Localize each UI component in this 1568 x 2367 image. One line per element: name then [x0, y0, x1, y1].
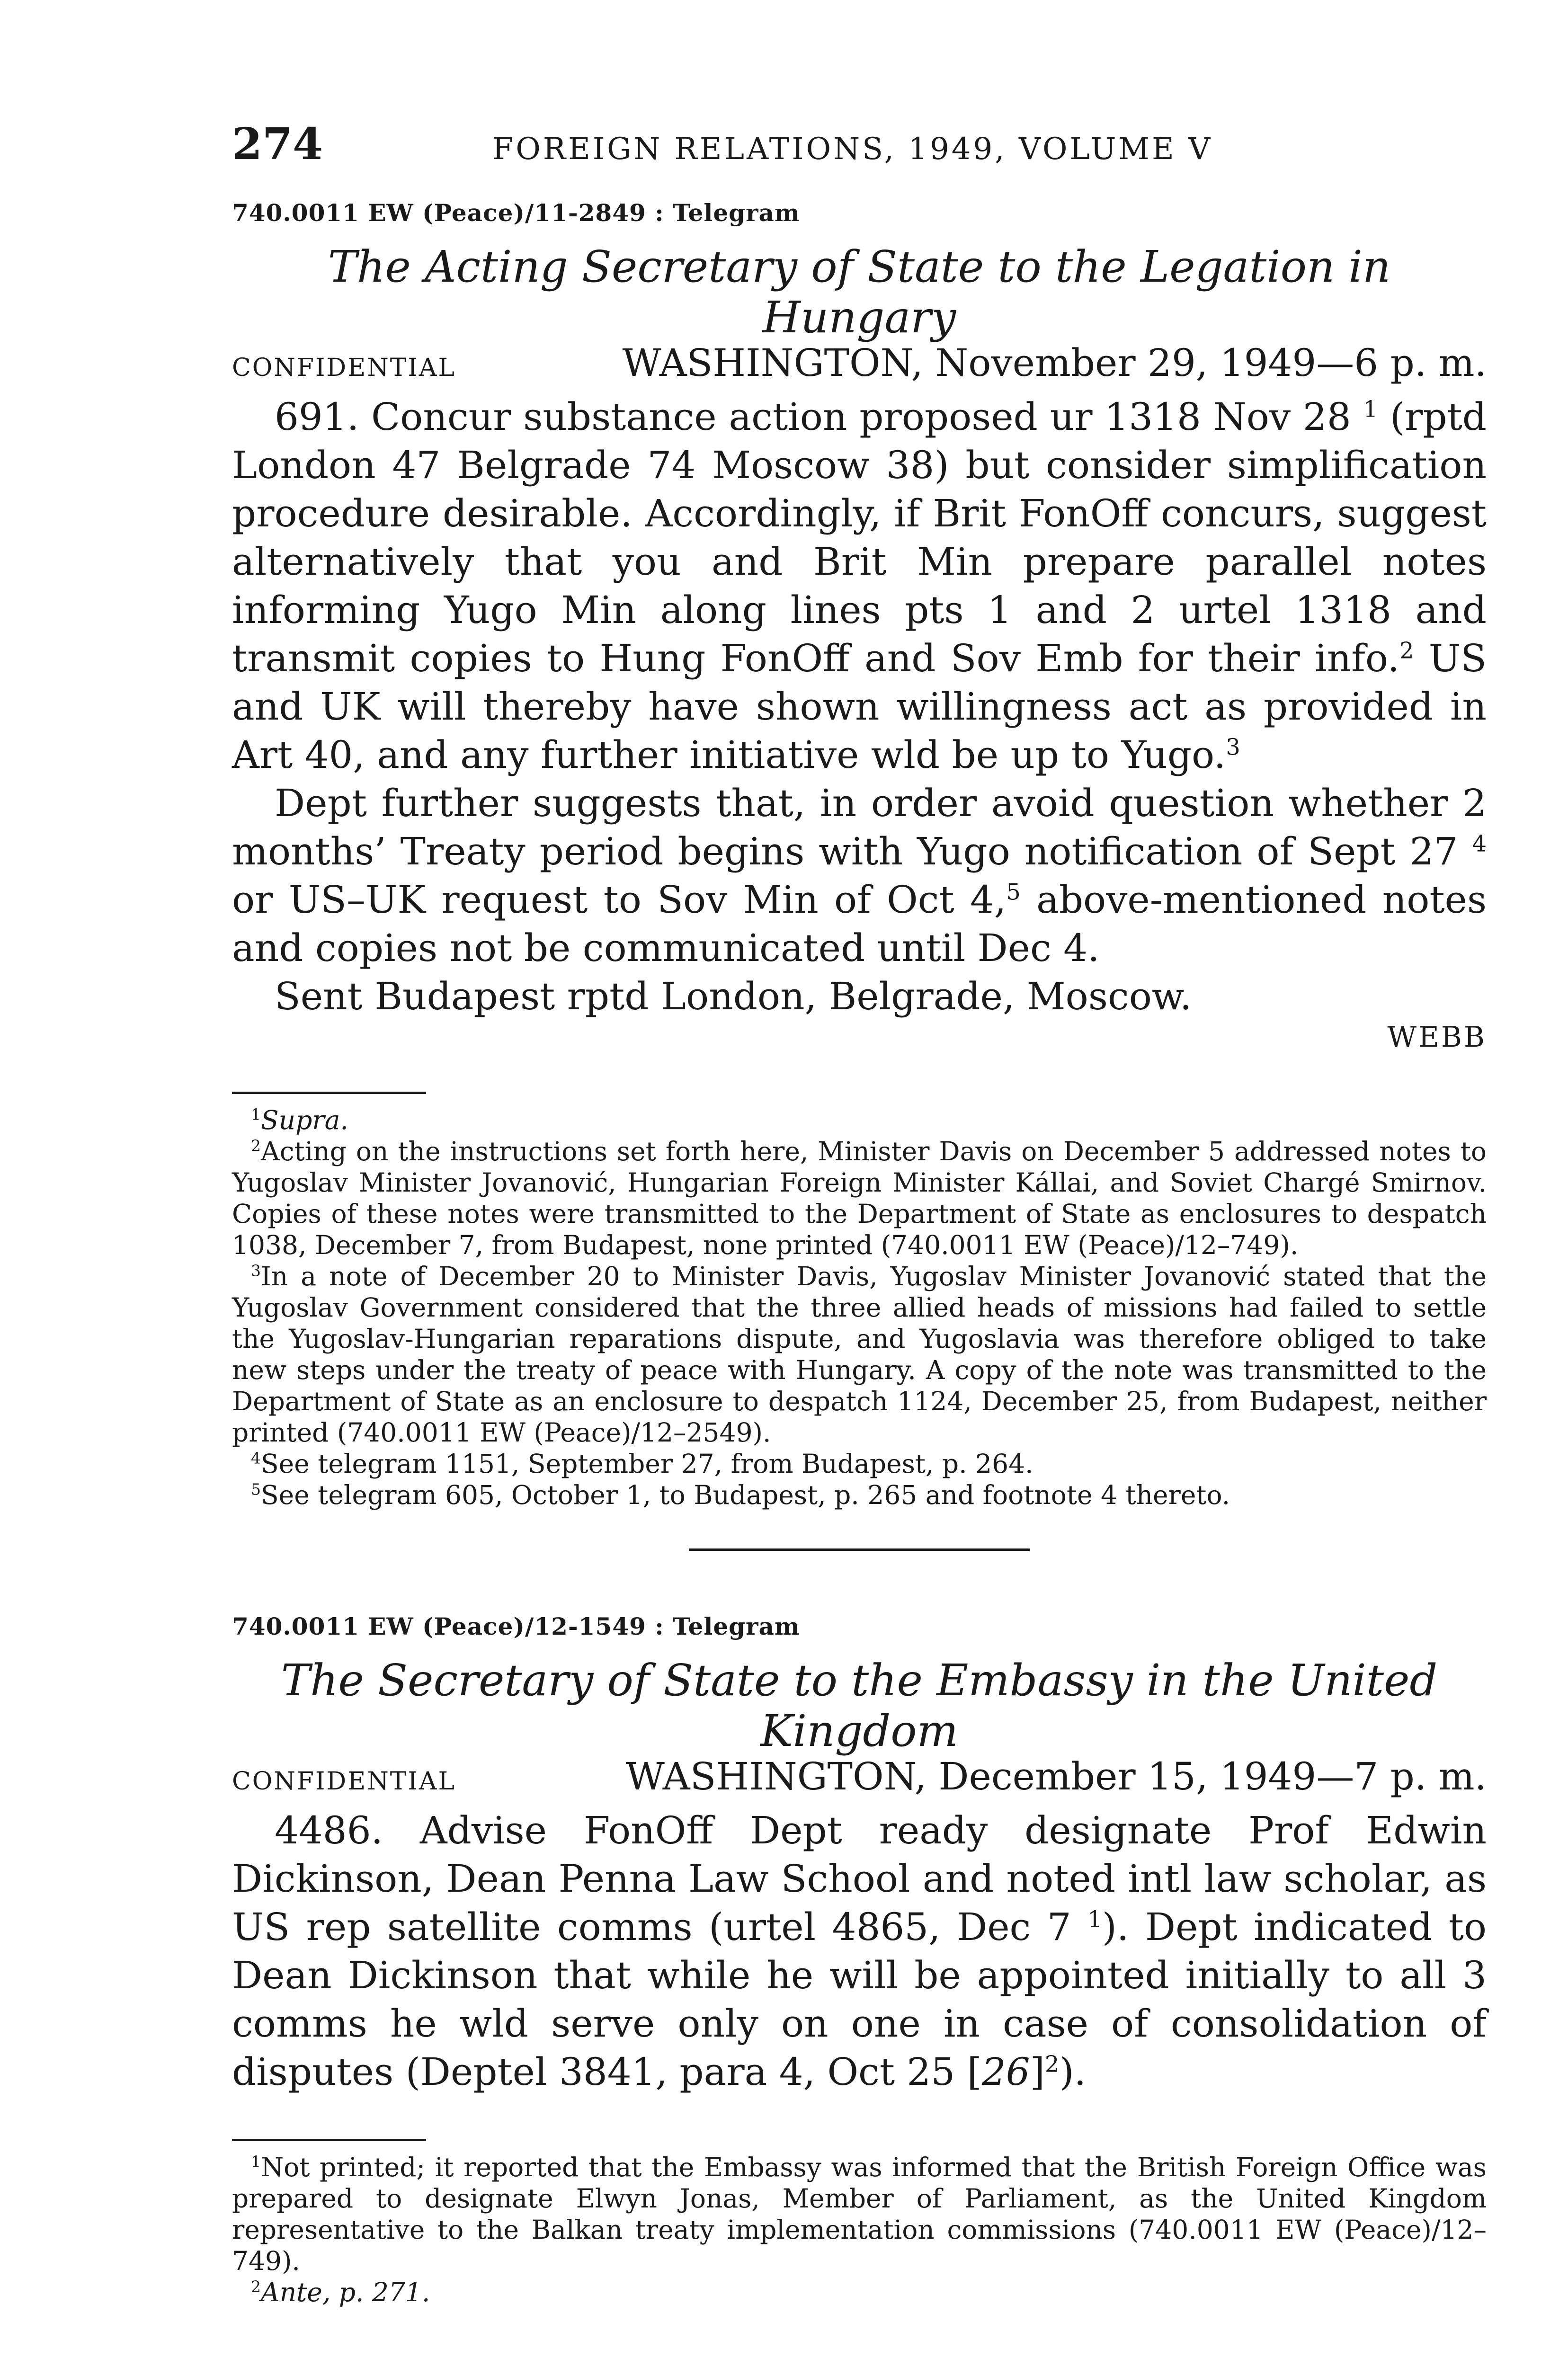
- document-page: [232, 118, 1487, 2308]
- telegram-section-1: [232, 199, 1487, 1511]
- body-paragraph: 4486. Advise FonOff Dept ready designate Prof Edwin Dickinson, Dean Penna Law School and noted intl law scholar, as US rep satellite comms (urtel 4865, Dec 7 $^1$). Dept indicated to Dean Dickinson that while he will be appointed initially to all 3 comms he wld serve only on one in case of consolidation of disputes (Deptel 3841, para 4, Oct 25 $[26]^2$).: [232, 1808, 1487, 2094]
- footnote-ref: 1: [1363, 396, 1378, 423]
- document-title: The Secretary of State to the Embassy in the United Kingdom: [281, 1655, 1438, 1756]
- footnote: $^2$Acting on the instructions set forth here, Minister Davis on December 5 addressed notes to Yugoslav Minister Jovanović, Hungarian Foreign Minister Kállai, and Soviet Chargé Smirnov. Copies of these notes were transmitted to the Department of State as enclosures to despatch 1038, December 7, from Budapest, none printed (740.0011 EW (Peace)/12–749).: [232, 1136, 1487, 1260]
- place-date: WASHINGTON, December 15, 1949—7 p. m.: [625, 1754, 1487, 1798]
- footnote-ref: 1: [1087, 1906, 1102, 1933]
- footnote-ref: 2: [1399, 637, 1414, 664]
- page-header: [232, 118, 1487, 170]
- footnote: $^1$Not printed; it reported that the Embassy was informed that the British Foreign Office was prepared to designate Elwyn Jonas, Member of Parliament, as the United Kingdom representative to the Balkan treaty implementation commissions (740.0011 EW (Peace)/12–749).: [232, 2152, 1487, 2276]
- footnote-ref: 4: [1472, 830, 1487, 857]
- footnote-rule: [232, 2139, 426, 2141]
- file-reference: 740.0011 EW (Peace)/11-2849 : Telegram: [232, 199, 800, 227]
- footnote-rule: [232, 1092, 426, 1094]
- classification: CONFIDENTIAL: [232, 1767, 456, 1796]
- footnote: $^3$In a note of December 20 to Minister Davis, Yugoslav Minister Jovanović stated that the Yugoslav Government considered that the three allied heads of missions had failed to settle the Yugoslav-Hungarian reparations dispute, and Yugoslavia was therefore obliged to take new steps under the treaty of peace with Hungary. A copy of the note was transmitted to the Department of State as an enclosure to despatch 1124, December 25, from Budapest, neither printed (740.0011 EW (Peace)/12–2549).: [232, 1261, 1487, 1448]
- dateline: [232, 1754, 1487, 1806]
- footnote: $^2$Ante, p. 271.: [251, 2277, 430, 2307]
- document-title: The Acting Secretary of State to the Legation in Hungary: [328, 241, 1391, 343]
- classification: CONFIDENTIAL: [232, 354, 456, 382]
- signature: WEBB: [1387, 1021, 1487, 1054]
- file-reference: 740.0011 EW (Peace)/12-1549 : Telegram: [232, 1612, 800, 1640]
- footnotes: [232, 2152, 1487, 2308]
- place-date: WASHINGTON, November 29, 1949—6 p. m.: [622, 341, 1487, 385]
- footnote-ref: 2: [1044, 2051, 1060, 2078]
- running-title: FOREIGN RELATIONS, 1949, VOLUME V: [492, 132, 1213, 167]
- footnotes: [232, 1104, 1487, 1511]
- body-paragraph: 691. Concur substance action proposed ur 1318 Nov 28 $^1$ (rptd London 47 Belgrade 74 Moscow 38) but consider simplification procedure desirable. Accordingly, if Brit FonOff concurs, suggest alternatively that you and Brit Min prepare parallel notes informing Yugo Min along lines pts 1 and 2 urtel 1318 and transmit copies to Hung FonOff and Sov Emb for their info.$^2$ US and UK will thereby have shown willingness act as provided in Art 40, and any further initiative wld be up to Yugo.$^3$: [232, 395, 1487, 777]
- footnote: $^4$See telegram 1151, September 27, from Budapest, p. 264.: [251, 1449, 1033, 1479]
- body-paragraph: Sent Budapest rptd London, Belgrade, Moscow.: [275, 974, 1192, 1018]
- body-paragraph: Dept further suggests that, in order avoid question whether 2 months’ Treaty period begins with Yugo notification of Sept 27 $^4$ or US–UK request to Sov Min of Oct 4,$^5$ above-mentioned notes and copies not be communicated until Dec 4.: [232, 781, 1487, 970]
- footnote-ref: 5: [1006, 879, 1021, 906]
- dateline: [232, 341, 1487, 393]
- page-number: 274: [232, 118, 323, 169]
- telegram-body: [232, 1806, 1487, 2096]
- footnote: $^1$Supra.: [251, 1105, 348, 1135]
- footnote: $^5$See telegram 605, October 1, to Budapest, p. 265 and footnote 4 thereto.: [251, 1480, 1230, 1510]
- telegram-body: [232, 393, 1487, 1021]
- footnote-ref: 3: [1226, 734, 1240, 761]
- telegram-section-2: [232, 1612, 1487, 2308]
- section-separator: [689, 1548, 1030, 1551]
